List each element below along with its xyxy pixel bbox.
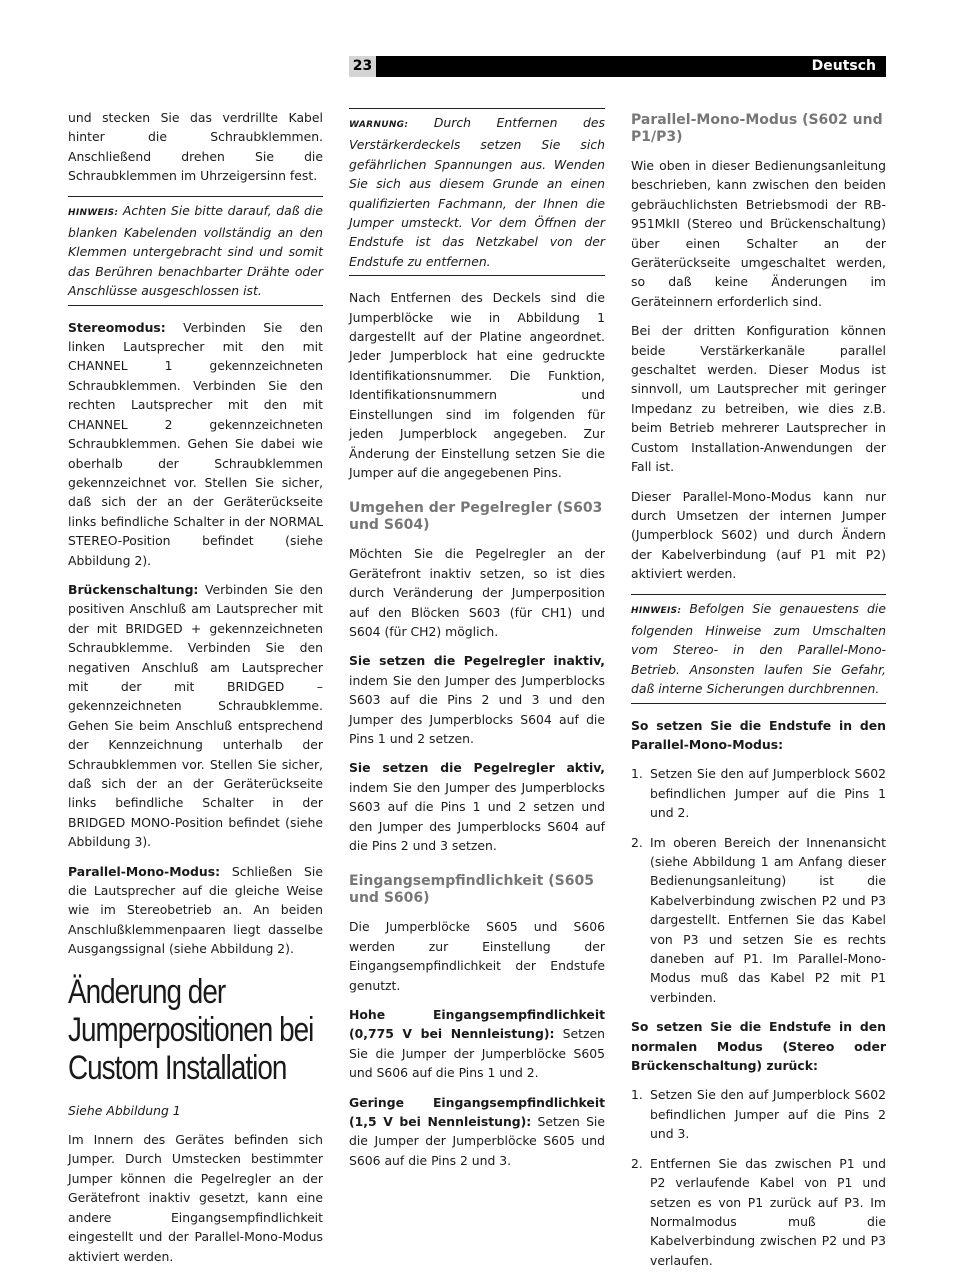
paragraph-text: Setzen Sie die Jumper der Jumperblöcke S605 und S606 auf die Pins 2 und 3. — [349, 1114, 605, 1168]
list-text: Im oberen Bereich der Innenansicht (siehe Abbildung 1 am Anfang dieser Bedienungsanleitung) ist die Kabelverbindung zwischen P2 und P3 dargestellt. Entfernen Sie das Kabel von P3 und setzen Sie es rechts daneben auf P1. Im Parallel-Mono-Modus muß das Kabel P2 mit P1 verbinden. — [650, 834, 886, 1005]
page-header — [349, 56, 886, 77]
list-text: Setzen Sie den auf Jumperblock S602 befindlichen Jumper auf die Pins 2 und 3. — [650, 1087, 886, 1142]
lead-label: Sie setzen die Pegelregler inaktiv, — [349, 653, 605, 669]
list-item — [631, 1154, 886, 1270]
list-item — [631, 833, 886, 1008]
subheading-parallel-mono: Parallel-Mono-Modus (S602 und P1/P3) — [631, 112, 883, 145]
list-text: Setzen Sie den auf Jumperblock S602 befindlichen Jumper auf die Pins 1 und 2. — [650, 766, 886, 821]
subheading-level-bypass: Umgehen der Pegelregler (S603 und S604) — [349, 500, 603, 534]
paragraph-active — [349, 758, 605, 855]
paragraph: Die Jumperblöcke S605 und S606 werden zur Einstellung der Eingangsempfindlichkeit der Endstufe genutzt. — [349, 919, 605, 993]
lead-label: Geringe Eingangsempfindlichkeit (1,5 V bei Nennleistung): — [349, 1094, 605, 1130]
paragraph-text: indem Sie den Jumper des Jumperblocks S603 auf die Pins 1 und 2 setzen und den Jumper des Jumperblocks S604 auf die Pins 2 und 3 setzen. — [349, 779, 605, 853]
list-item — [631, 1085, 886, 1143]
lead-label: Brückenschaltung: — [68, 581, 199, 597]
lead-label: Stereomodus: — [68, 319, 166, 335]
instruction-heading: So setzen Sie die Endstufe in den Parallel-Mono-Modus: — [631, 717, 886, 752]
column-1 — [68, 108, 323, 1276]
paragraph-text: Schließen Sie die Lautsprecher auf die gleiche Weise wie im Stereobetrieb an. An beiden Anschlußklemmenpaaren liegt dasselbe Ausgangssignal (siehe Abbildung 2). — [68, 863, 323, 957]
paragraph-high-sensitivity — [349, 1005, 605, 1083]
section-heading: Änderung der Jumperpositionen bei Custom Installation — [68, 972, 314, 1087]
lead-label: Hohe Eingangsempfindlichkeit (0,775 V bei Nennleistung): — [349, 1007, 605, 1042]
note-text: Achten Sie bitte darauf, daß die blanken Kabelenden vollständig an den Klemmen untergebracht sind und somit das Berühren benachbarter Drähte oder Anschlüsse ausgeschlossen ist. — [68, 202, 323, 299]
paragraph-text: indem Sie den Jumper des Jumperblocks S603 auf die Pins 2 und 3 und den Jumper des Jumperblocks S604 auf die Pins 1 und 2 setzen. — [349, 672, 605, 746]
paragraph-stereo — [68, 318, 323, 570]
note-tag: HINWEIS: — [68, 207, 119, 218]
paragraph: Dieser Parallel-Mono-Modus kann nur durch Umsetzen der internen Jumper (Jumperblock S602) und durch Ändern der Kabelverbindung (auf P1 mit P2) aktiviert werden. — [631, 488, 886, 582]
column-2 — [349, 108, 605, 1180]
paragraph: Wie oben in dieser Bedienungsanleitung beschrieben, kann zwischen den beiden gebräuchlichsten Betriebsmodi der RB-951MkII (Stereo und Brückenschaltung) über einen Schalter an der Geräterückseite umgeschaltet werden, so daß keine Änderungen im Geräteinnern erforderlich sind. — [631, 158, 886, 309]
steps-normal-mode — [631, 1085, 886, 1270]
paragraph-text: Verbinden Sie den linken Lautsprecher mit den mit CHANNEL 1 gekennzeichneten Schraubklemmen. Verbinden Sie den rechten Lautsprecher mit den mit CHANNEL 2 gekennzeichneten Schraubklemmen. Gehen Sie dabei wie oberhalb der Schraubklemmen gekennzeichnet vor. Stellen Sie sicher, daß sich der an der Geräterückseite links befindliche Schalter in der NORMAL STEREO-Position befindet (siehe Abbildung 2). — [68, 319, 323, 568]
instruction-heading: So setzen Sie die Endstufe in den normalen Modus (Stereo oder Brückenschaltung) zurück: — [631, 1019, 886, 1074]
lead-label: Sie setzen die Pegelregler aktiv, — [349, 760, 605, 776]
list-text: Entfernen Sie das zwischen P1 und P2 verlaufende Kabel von P1 und setzen es von P1 zurück auf P3. Im Normalmodus muß die Kabelverbindung zwischen P2 und P3 verlaufen. — [650, 1155, 886, 1268]
steps-parallel-mono — [631, 764, 886, 1007]
list-item — [631, 764, 886, 822]
paragraph: Im Innern des Gerätes befinden sich Jumper. Durch Umstecken bestimmter Jumper können die Pegelregler an der Gerätefront inaktiv gesetzt, kann eine andere Eingangsempfindlichkeit eingestellt und der Parallel-Mono-Modus aktiviert werden. — [68, 1132, 323, 1264]
lead-label: Parallel-Mono-Modus: — [68, 863, 221, 879]
list-number: 2. — [631, 834, 643, 850]
page-number: 23 — [349, 56, 376, 77]
paragraph-parallel-mono — [68, 862, 323, 959]
note-box — [68, 196, 323, 306]
figure-reference: Siehe Abbildung 1 — [68, 1102, 181, 1118]
warning-box — [349, 108, 605, 276]
paragraph-text: Verbinden Sie den positiven Anschluß am Lautsprecher mit der mit BRIDGED + gekennzeichneten Schraubklemme. Verbinden Sie den negativen Anschluß am Lautsprecher mit der mit BRIDGED – gekennzeichneten Schraubklemme. Gehen Sie beim Anschluß entsprechend der Kennzeichnung unterhalb der Schraubklemmen vor. Stellen Sie sicher, daß sich der an der Geräterückseite links befindliche Schalter in der BRIDGED MONO-Position befindet (siehe Abbildung 3). — [68, 581, 323, 850]
paragraph: Bei der dritten Konfiguration können beide Verstärkerkanäle parallel geschaltet werden. Dieser Modus ist sinnvoll, um Lautsprecher mit geringer Impedanz zu betreiben, wie dies z.B. beim Betrieb mehrerer Lautsprecher in Custom Installation-Anwendungen der Fall ist. — [631, 323, 886, 475]
paragraph-bridge — [68, 580, 323, 852]
warning-text: Durch Entfernen des Verstärkerdeckels setzen Sie sich gefährlichen Spannungen aus. Wenden Sie sich aus diesem Grunde an einen qualifizierten Fachmann, der Ihnen die Jumper umsteckt. Vor dem Öffnen der Endstufe ist das Netzkabel von der Endstufe zu entfernen. — [349, 115, 605, 269]
language-label: Deutsch — [811, 58, 876, 74]
paragraph-text: Setzen Sie die Jumper der Jumperblöcke S605 und S606 auf die Pins 1 und 2. — [349, 1026, 605, 1081]
paragraph-low-sensitivity — [349, 1093, 605, 1171]
note-tag: HINWEIS: — [631, 605, 682, 616]
paragraph: Nach Entfernen des Deckels sind die Jumperblöcke wie in Abbildung 1 dargestellt auf der Platine angeordnet. Jeder Jumperblock hat eine gedruckte Identifikationsnummer. Die Funktion, Identifikationsnummern und Einstellungen sind im folgenden für jeden Jumperblock angegeben. Zur Änderung der Einstellung setzen Sie die Jumper auf die angegebenen Pins. — [349, 290, 605, 480]
note-text: Befolgen Sie genauestens die folgenden Hinweise zum Umschalten vom Stereo- in den Parallel-Mono-Betrieb. Ansonsten laufen Sie Gefahr, daß interne Sicherungen durchbrennen. — [631, 600, 886, 697]
list-number: 2. — [631, 1155, 643, 1171]
subheading-input-sensitivity: Eingangsempfindlichkeit (S605 und S606) — [349, 873, 594, 907]
paragraph: und stecken Sie das verdrillte Kabel hinter die Schraubklemmen. Anschließend drehen Sie die Schraubklemmen im Uhrzeigersinn fest. — [68, 110, 323, 184]
warning-tag: WARNUNG: — [349, 120, 409, 130]
note-box — [631, 594, 886, 704]
column-3 — [631, 108, 886, 1280]
paragraph: Möchten Sie die Pegelregler an der Gerätefront inaktiv setzen, so ist dies durch Veränderung der Jumperposition auf den Blöcken S603 (für CH1) und S604 (für CH2) möglich. — [349, 546, 605, 639]
paragraph-inactive — [349, 651, 605, 748]
list-number: 1. — [631, 766, 643, 782]
list-number: 1. — [631, 1087, 643, 1103]
